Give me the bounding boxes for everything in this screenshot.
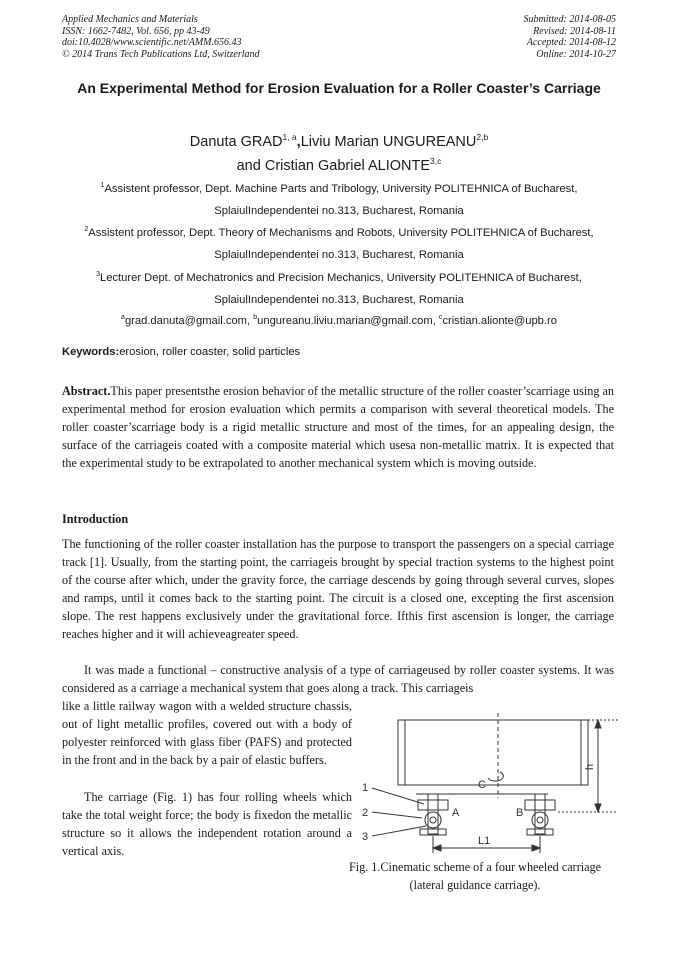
journal-info [62,14,260,60]
intro-paragraph-2: It was made a functional – constructive analysis of a type of carriageused by roller coaster systems. It was considered as a carriage a mechanical system that goes along a track. This carriageis [62,663,614,696]
affiliation-3-text: Lecturer Dept. of Mechatronics and Precision Mechanics, University POLITEHNICA of Bucharest, SplaiulIndependentei no.313, Bucharest, Romania [100,272,582,306]
author-3-sup: 3,c [430,156,442,166]
l1-arrow-left [433,845,441,851]
label-c: C [478,779,486,791]
journal-issn: ISSN: 1662-7482, Vol. 656, pp 43-49 [62,25,210,37]
author-1: Danuta GRAD [189,134,283,150]
label-2: 2 [362,807,369,819]
keywords-label: Keywords: [62,346,120,358]
date-revised: Revised: 2014-08-11 [533,25,616,37]
abstract-label: Abstract. [62,384,111,398]
label-a: A [452,807,460,819]
affiliation-2-text: Assistent professor, Dept. Theory of Mechanisms and Robots, University POLITEHNICA of Bucharest, SplaiulIndependentei no.313, Bucharest, Romania [88,227,594,261]
email-c: cristian.alionte@upb.ro [442,315,557,327]
email-b-sup: b [253,314,258,321]
author-2-sup: 2,b [476,132,489,142]
label-3: 3 [362,831,369,843]
journal-dates [524,14,617,60]
label-1: 1 [362,782,369,794]
intro-paragraph-3: like a little railway wagon with a welded structure chassis, out of light metallic profiles, covered out with a body of polyester reinforced with glass fiber (PAFS) and protected in the front and in the back by a pair of elastic buffers. [62,699,352,768]
abstract-text: This paper presentsthe erosion behavior of the metallic structure of the roller coaster’scarriage using an experimental method for erosion evaluation which permits a comparison with several theoretical models. The roller coaster’scarriage body is a rigid metallic structure and most of the times, for an appealing design, the surface of the carriageis coated with a composite material which usesa non-metallic matrix. It is expected that the experimental study to be extrapolated to another mechanical system which is moving outside. [62,384,614,471]
journal-copyright: © 2014 Trans Tech Publications Ltd, Switzerland [62,48,260,60]
leader-2 [372,812,422,818]
author-3: Cristian Gabriel ALIONTE [264,158,431,174]
carriage-body [398,720,588,785]
affiliation-1 [62,175,616,222]
wheel-top-a [418,800,448,810]
journal-name: Applied Mechanics and Materials [62,14,198,25]
affiliation-2-sup: 2 [84,226,89,233]
author-2: Liviu Marian UNGUREANU [300,134,477,150]
author-emails [62,307,616,332]
author-1-sup: 1, a [282,132,297,142]
intro-paragraph-4: The carriage (Fig. 1) has four rolling wheels which take the total weight force; the body is fixedon the metallic structure so it allows the independent rotation around a vertical axis. [62,790,352,859]
author-list [62,128,616,176]
author-and: and [236,158,265,174]
wheel-top-b [525,800,555,810]
email-a: grad.danuta@gmail.com, [124,315,254,327]
journal-doi: doi:10.4028/www.scientific.net/AMM.656.43 [62,37,242,48]
affiliation-3-sup: 3 [96,271,100,278]
affiliation-3 [62,264,616,311]
affiliation-1-sup: 1 [100,182,105,189]
keywords-text: erosion, roller coaster, solid particles [119,346,301,358]
guide-wheel-a [425,812,441,828]
date-online: Online: 2014-10-27 [536,48,616,60]
guide-wheel-b [532,812,548,828]
h-arrow-bottom [595,804,601,812]
carriage-kinematic-diagram [358,708,618,858]
label-b: B [516,807,524,819]
affiliation-2 [62,219,616,266]
guide-wheel-hub-b [537,817,543,823]
email-c-sup: c [438,314,443,321]
l1-arrow-right [532,845,540,851]
affiliation-1-text: Assistent professor, Dept. Machine Parts and Tribology, University POLITEHNICA of Bucharest, SplaiulIndependentei no.313, Bucharest, Romania [104,183,578,217]
keywords [62,346,616,358]
leader-3 [372,826,426,836]
leader-1 [372,788,424,804]
intro-paragraph-1: The functioning of the roller coaster installation has the purpose to transport the passengers on a special carriage track [1]. Usually, from the starting point, the carriageis brought by special traction systems to the highest point of the course after which, under the gravity force, the carriage descends by going through several curves, slopes and ramps, until it comes back to the starting point. The circuit is a closed one, excepting the first ascension slope. The rest happens exclusively under the gravitational force. Ifthis first ascension is longer, the carriage reaches higher and it will achieveagreater speed. [62,537,614,642]
author-separator: , [296,134,301,150]
guide-wheel-hub-a [430,817,436,823]
figure-caption: Fig. 1.Cinematic scheme of a four wheeled carriage (lateral guidance carriage). [348,860,602,892]
introduction-heading: Introduction [62,512,129,526]
date-accepted: Accepted: 2014-08-12 [526,37,616,48]
h-arrow-top [595,720,601,728]
label-h: h [584,763,596,770]
paper-title: An Experimental Method for Erosion Evaluation for a Roller Coaster’s Carriage [77,80,601,96]
abstract [62,382,614,472]
date-submitted: Submitted: 2014-08-05 [523,14,616,25]
email-a-sup: a [121,314,125,321]
rotation-arrow [488,772,503,781]
label-l1: L1 [478,835,491,847]
email-b: ungureanu.liviu.marian@gmail.com, [257,315,439,327]
